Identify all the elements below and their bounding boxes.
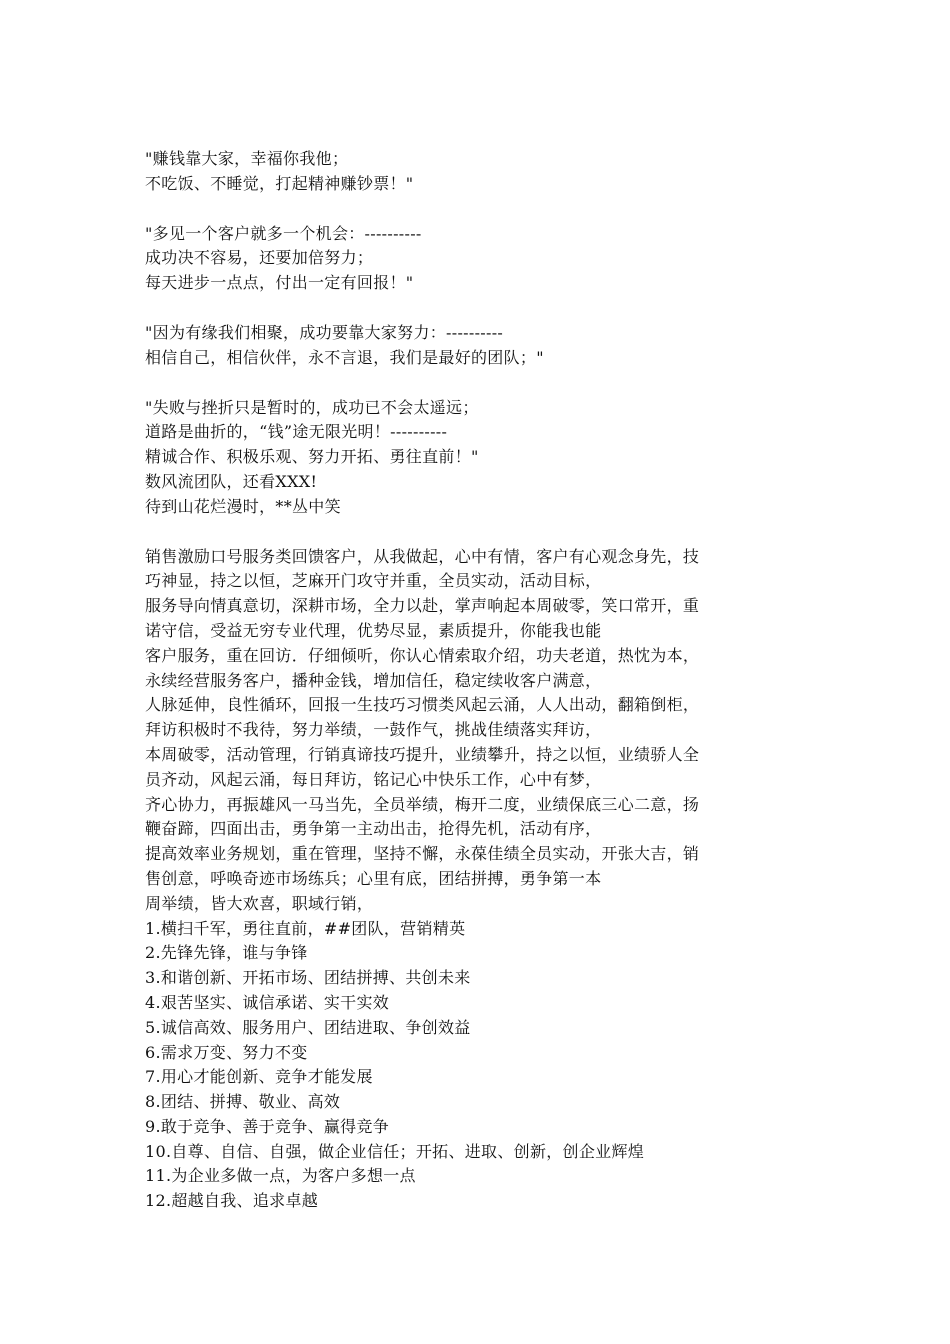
quote-line: 成功决不容易，还要加倍努力； [145, 248, 374, 268]
paragraph-line: 客户服务，重在回访．仔细倾听，你认心情索取介绍，功夫老道，热忱为本， [145, 645, 700, 665]
quote-line: 相信自己，相信伙伴，永不言退，我们是最好的团队；" [145, 347, 544, 367]
list-item: 7.用心才能创新、竞争才能发展 [145, 1067, 373, 1087]
paragraph-line: 售创意，呼唤奇迹市场练兵；心里有底，团结拼搏，勇争第一本 [145, 868, 602, 888]
paragraph-line: 齐心协力，再振雄风一马当先，全员举绩，梅开二度，业绩保底三心二意，扬 [145, 794, 700, 814]
quote-line: "因为有缘我们相聚，成功要靠大家努力：---------- [145, 322, 504, 342]
list-item: 6.需求万变、努力不变 [145, 1042, 308, 1062]
paragraph-line: 销售激励口号服务类回馈客户，从我做起，心中有情，客户有心观念身先，技 [145, 546, 700, 566]
list-item: 3.和谐创新、开拓市场、团结拼搏、共创未来 [145, 968, 471, 988]
document-page [145, 147, 815, 1214]
paragraph-line: 永续经营服务客户，播种金钱，增加信任，稳定续收客户满意， [145, 670, 602, 690]
quote-line: "失败与挫折只是暂时的，成功已不会太遥远； [145, 397, 479, 417]
quote-line: "多见一个客户就多一个机会：---------- [145, 223, 422, 243]
quote-line: 数风流团队，还看XXX! [145, 471, 318, 491]
list-item: 4.艰苦坚实、诚信承诺、实干实效 [145, 992, 390, 1012]
list-item: 8.团结、拼搏、敬业、高效 [145, 1092, 341, 1112]
quote-line: "赚钱靠大家，幸福你我他； [145, 149, 349, 168]
list-item: 5.诚信高效、服务用户、团结进取、争创效益 [145, 1017, 471, 1037]
list-item: 1.横扫千军，勇往直前，##团队，营销精英 [145, 918, 466, 938]
blank-line [145, 371, 815, 396]
blank-line [145, 296, 815, 321]
list-item: 11.为企业多做一点，为客户多想一点 [145, 1166, 416, 1186]
paragraph-line: 提高效率业务规划，重在管理，坚持不懈，永葆佳绩全员实动，开张大吉，销 [145, 844, 700, 864]
list-item: 2.先锋先锋，谁与争锋 [145, 943, 308, 963]
list-item: 12.超越自我、追求卓越 [145, 1191, 319, 1211]
paragraph-line: 巧神显，持之以恒，芝麻开门攻守并重，全员实动，活动目标， [145, 571, 602, 591]
quote-block-2 [145, 222, 815, 296]
quote-line: 不吃饭、不睡觉，打起精神赚钞票！" [145, 173, 414, 193]
paragraph-line: 周举绩，皆大欢喜，职域行销， [145, 893, 374, 913]
paragraph-line: 拜访积极时不我待，努力举绩，一鼓作气，挑战佳绩落实拜访， [145, 720, 602, 740]
quote-line: 每天进步一点点，付出一定有回报！" [145, 273, 414, 293]
list-item: 10.自尊、自信、自强，做企业信任；开拓、进取、创新，创企业辉煌 [145, 1141, 645, 1161]
blank-line [145, 197, 815, 222]
quote-line: 道路是曲折的，“钱”途无限光明！---------- [145, 422, 448, 442]
blank-line [145, 520, 815, 545]
quote-block-1 [145, 147, 815, 197]
quote-line: 精诚合作、积极乐观、努力开拓、勇往直前！" [145, 447, 479, 467]
paragraph-line: 员齐动，风起云涌，每日拜访，铭记心中快乐工作，心中有梦， [145, 769, 602, 789]
quote-block-3 [145, 321, 815, 371]
list-item: 9.敢于竞争、善于竞争、赢得竞争 [145, 1116, 390, 1136]
slogan-list [145, 917, 815, 1215]
paragraph-line: 鞭奋蹄，四面出击，勇争第一主动出击，抢得先机，活动有序， [145, 819, 602, 839]
quote-line: 待到山花烂漫时，**丛中笑 [145, 496, 341, 516]
slogan-paragraph [145, 545, 815, 917]
quote-block-4 [145, 396, 815, 520]
paragraph-line: 本周破零，活动管理，行销真谛技巧提升，业绩攀升，持之以恒，业绩骄人全 [145, 744, 700, 764]
paragraph-line: 服务导向情真意切，深耕市场，全力以赴，掌声响起本周破零，笑口常开，重 [145, 596, 700, 616]
paragraph-line: 人脉延伸，良性循环，回报一生技巧习惯类风起云涌，人人出动，翻箱倒柜， [145, 695, 700, 715]
paragraph-line: 诺守信，受益无穷专业代理，优势尽显，素质提升，你能我也能 [145, 620, 602, 640]
